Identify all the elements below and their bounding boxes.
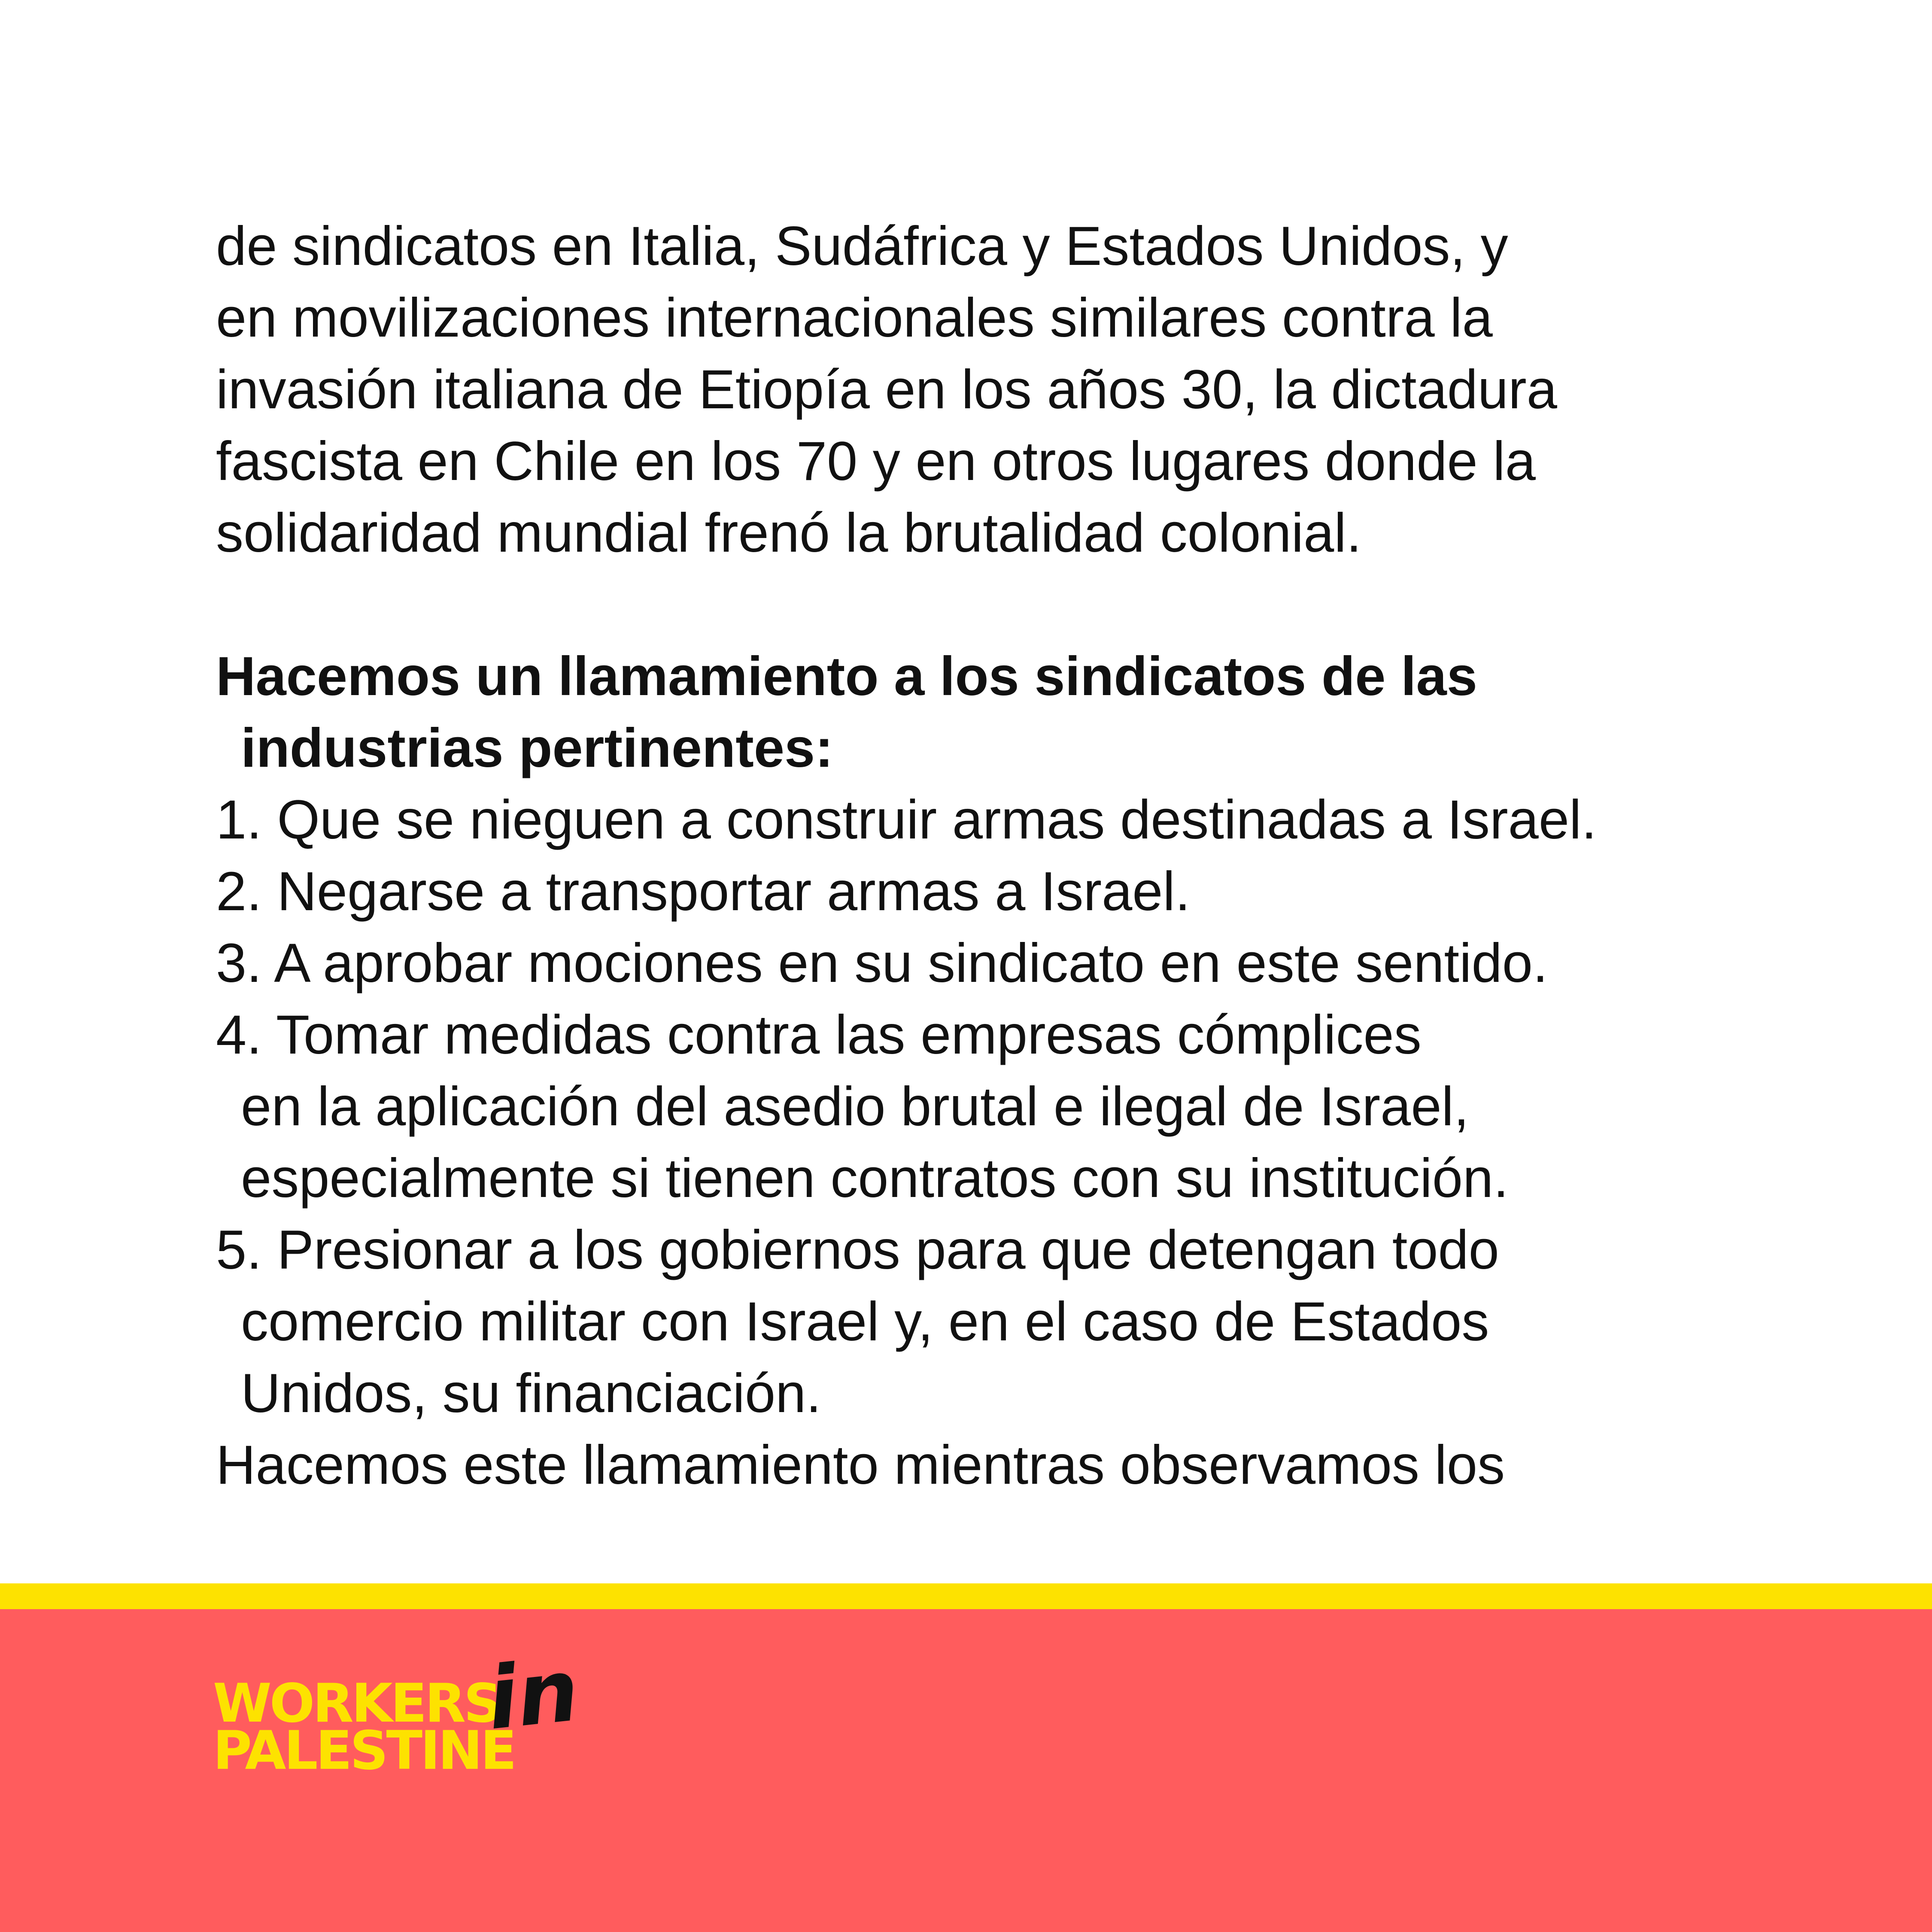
demand-item-2 <box>216 856 1762 927</box>
closing-paragraph <box>216 1429 1762 1501</box>
intro-paragraph <box>216 210 1762 569</box>
demand-line: 2. Negarse a transportar armas a Israel. <box>216 861 1191 922</box>
demand-line: en la aplicación del asedio brutal e ilegal de Israel, <box>241 1076 1469 1137</box>
call-heading-line: Hacemos un llamamiento a los sindicatos de las <box>216 646 1477 707</box>
paragraph-gap <box>216 569 1762 641</box>
workers-in-palestine-logo <box>213 1640 599 1798</box>
demand-line: Unidos, su financiación. <box>241 1363 821 1424</box>
demand-line: 3. A aprobar mociones en su sindicato en este sentido. <box>216 933 1548 994</box>
call-heading <box>216 641 1762 784</box>
intro-line: fascista en Chile en los 70 y en otros lugares donde la <box>216 431 1536 492</box>
demand-line: 4. Tomar medidas contra las empresas cómplices <box>216 1004 1422 1066</box>
intro-line: en movilizaciones internacionales similares contra la <box>216 287 1493 349</box>
demands-list <box>216 784 1762 1429</box>
demand-item-5 <box>216 1214 1762 1429</box>
call-heading-line: industrias pertinentes: <box>241 717 833 779</box>
demand-item-1 <box>216 784 1762 856</box>
demand-line: 5. Presionar a los gobiernos para que detengan todo <box>216 1219 1499 1281</box>
intro-line: solidaridad mundial frenó la brutalidad colonial. <box>216 502 1362 564</box>
closing-line: Hacemos este llamamiento mientras observamos los <box>216 1434 1505 1496</box>
demand-item-3 <box>216 927 1762 999</box>
demand-line: especialmente si tienen contratos con su institución. <box>241 1148 1509 1209</box>
demand-item-4 <box>216 999 1762 1214</box>
logo-palestine-text: PALESTINE <box>213 1720 515 1782</box>
intro-line: de sindicatos en Italia, Sudáfrica y Estados Unidos, y <box>216 216 1508 277</box>
demand-line: 1. Que se nieguen a construir armas destinadas a Israel. <box>216 789 1597 851</box>
logo-in-text: in <box>483 1640 583 1750</box>
intro-line: invasión italiana de Etiopía en los años 30, la dictadura <box>216 359 1557 420</box>
logo-workers-text: WORKERS <box>213 1673 500 1735</box>
demand-line: comercio militar con Israel y, en el caso de Estados <box>241 1291 1489 1352</box>
main-text <box>216 210 1762 1501</box>
yellow-stripe <box>0 1583 1932 1609</box>
